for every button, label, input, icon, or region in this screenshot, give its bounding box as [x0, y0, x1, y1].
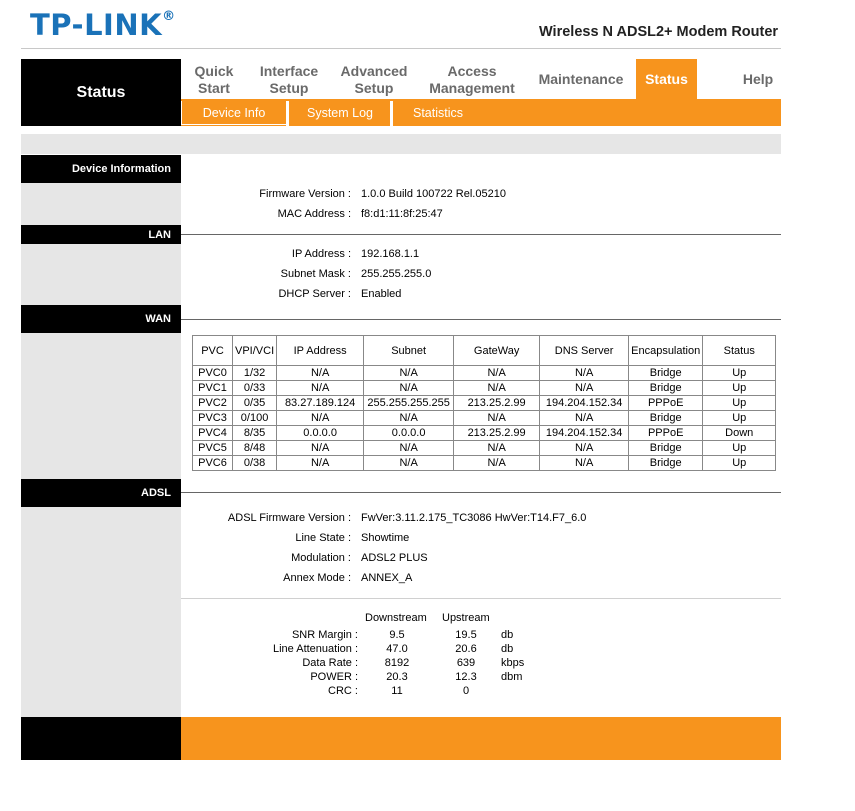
cell: 0/100: [233, 411, 277, 426]
cell: PVC5: [193, 441, 233, 456]
dhcp-value: Enabled: [361, 288, 402, 300]
snr-label: SNR Margin :: [291, 629, 358, 641]
cell: PVC3: [193, 411, 233, 426]
cell: 194.204.152.34: [540, 426, 629, 441]
cell: N/A: [277, 381, 364, 396]
product-name: Wireless N ADSL2+ Modem Router: [539, 24, 779, 40]
subnav-statistics[interactable]: Statistics: [412, 105, 463, 120]
attenuation-label: Line Attenuation :: [272, 643, 358, 655]
line-state-value: Showtime: [361, 532, 410, 544]
annex-label: Annex Mode :: [283, 572, 351, 584]
annex-value: ANNEX_A: [361, 572, 413, 584]
cell: PPPoE: [629, 396, 703, 411]
snr-unit: db: [501, 629, 514, 641]
cell: N/A: [364, 441, 454, 456]
cell: Down: [703, 426, 776, 441]
lan-ip-label: IP Address :: [291, 248, 351, 260]
cell: PVC6: [193, 456, 233, 471]
cell: 0.0.0.0: [277, 426, 364, 441]
cell: N/A: [454, 456, 540, 471]
cell: 194.204.152.34: [540, 396, 629, 411]
cell: N/A: [454, 441, 540, 456]
cell: Up: [703, 441, 776, 456]
power-label: POWER :: [310, 671, 358, 683]
modulation-label: Modulation :: [291, 552, 351, 564]
firmware-label: Firmware Version :: [259, 188, 351, 200]
subnav-device-info[interactable]: Device Info: [181, 101, 287, 125]
section-device-information: Device Information: [21, 155, 181, 183]
column-header: Encapsulation: [629, 336, 703, 366]
cell: Bridge: [629, 456, 703, 471]
cell: Bridge: [629, 411, 703, 426]
cell: 0/33: [233, 381, 277, 396]
cell: N/A: [364, 366, 454, 381]
crc-down: 11: [391, 685, 403, 697]
cell: Up: [703, 456, 776, 471]
cell: 8/48: [233, 441, 277, 456]
cell: PVC4: [193, 426, 233, 441]
cell: 213.25.2.99: [454, 426, 540, 441]
nav-help[interactable]: Help: [742, 71, 774, 87]
cell: 0.0.0.0: [364, 426, 454, 441]
nav-quick-start[interactable]: Quick Start: [194, 63, 234, 96]
cell: 0/35: [233, 396, 277, 411]
table-row: [193, 366, 776, 381]
cell: 255.255.255.255: [364, 396, 454, 411]
footer-bar: [181, 717, 781, 760]
table-row: [193, 426, 776, 441]
crc-up: 0: [462, 685, 470, 697]
lan-mask-label: Subnet Mask :: [280, 268, 351, 280]
table-row: [193, 396, 776, 411]
cell: N/A: [277, 366, 364, 381]
column-header: Status: [703, 336, 776, 366]
section-rule: [181, 234, 781, 235]
cell: N/A: [277, 411, 364, 426]
data-rate-down: 8192: [384, 657, 410, 669]
section-rule: [181, 492, 781, 493]
cell: N/A: [540, 366, 629, 381]
line-state-label: Line State :: [295, 532, 351, 544]
firmware-value: 1.0.0 Build 100722 Rel.05210: [361, 188, 506, 200]
section-rule: [181, 319, 781, 320]
cell: Up: [703, 396, 776, 411]
table-row: [193, 411, 776, 426]
column-header: PVC: [193, 336, 233, 366]
nav-maintenance[interactable]: Maintenance: [538, 71, 624, 87]
downstream-header: Downstream: [365, 612, 427, 624]
cell: N/A: [364, 456, 454, 471]
data-rate-up: 639: [456, 657, 476, 669]
cell: 83.27.189.124: [277, 396, 364, 411]
column-header: Subnet: [364, 336, 454, 366]
column-header: VPI/VCI: [233, 336, 277, 366]
lan-ip-value: 192.168.1.1: [361, 248, 420, 260]
cell: PVC2: [193, 396, 233, 411]
cell: 1/32: [233, 366, 277, 381]
cell: N/A: [454, 366, 540, 381]
column-header: GateWay: [454, 336, 540, 366]
cell: N/A: [540, 456, 629, 471]
cell: Up: [703, 381, 776, 396]
cell: 8/35: [233, 426, 277, 441]
adsl-divider: [181, 598, 781, 599]
attenuation-up: 20.6: [455, 643, 477, 655]
cell: N/A: [364, 411, 454, 426]
adsl-firmware-value: FwVer:3.11.2.175_TC3086 HwVer:T14.F7_6.0: [361, 512, 587, 524]
cell: Up: [703, 411, 776, 426]
upstream-header: Upstream: [442, 612, 490, 624]
cell: PVC1: [193, 381, 233, 396]
data-rate-label: Data Rate :: [302, 657, 358, 669]
column-header: IP Address: [277, 336, 364, 366]
tp-link-logo: TP-LINK®: [30, 8, 176, 42]
header-divider: [21, 48, 781, 49]
power-up: 12.3: [455, 671, 477, 683]
table-row: [193, 441, 776, 456]
table-header-row: [193, 336, 776, 366]
mac-value: f8:d1:11:8f:25:47: [361, 208, 443, 220]
wan-table: [192, 335, 776, 471]
cell: N/A: [364, 381, 454, 396]
nav-advanced-setup[interactable]: Advanced Setup: [340, 63, 408, 96]
section-adsl: ADSL: [21, 479, 181, 507]
dhcp-label: DHCP Server :: [278, 288, 351, 300]
nav-access-management[interactable]: Access Management: [429, 63, 515, 96]
cell: 213.25.2.99: [454, 396, 540, 411]
content-top-band: [21, 134, 781, 154]
cell: Bridge: [629, 381, 703, 396]
crc-label: CRC :: [328, 685, 358, 697]
section-wan: WAN: [21, 305, 181, 333]
table-row: [193, 381, 776, 396]
cell: Bridge: [629, 366, 703, 381]
lan-mask-value: 255.255.255.0: [361, 268, 432, 280]
cell: N/A: [540, 411, 629, 426]
column-header: DNS Server: [540, 336, 629, 366]
modulation-value: ADSL2 PLUS: [361, 552, 428, 564]
mac-label: MAC Address :: [277, 208, 351, 220]
current-section-title: Status: [21, 59, 181, 126]
data-rate-unit: kbps: [501, 657, 525, 669]
left-panel: [21, 333, 181, 480]
subnav-system-log[interactable]: System Log: [306, 105, 373, 120]
cell: PVC0: [193, 366, 233, 381]
attenuation-unit: db: [501, 643, 514, 655]
cell: N/A: [277, 441, 364, 456]
adsl-firmware-label: ADSL Firmware Version :: [227, 512, 351, 524]
cell: N/A: [277, 456, 364, 471]
snr-down: 9.5: [389, 629, 405, 641]
table-row: [193, 456, 776, 471]
cell: 0/38: [233, 456, 277, 471]
cell: Bridge: [629, 441, 703, 456]
cell: PPPoE: [629, 426, 703, 441]
nav-status[interactable]: Status: [636, 59, 697, 99]
section-lan: LAN: [21, 225, 181, 244]
snr-up: 19.5: [455, 629, 477, 641]
footer-left: [21, 717, 181, 760]
cell: N/A: [454, 381, 540, 396]
power-down: 20.3: [386, 671, 408, 683]
subnav-separator: [390, 101, 393, 126]
nav-interface-setup[interactable]: Interface Setup: [259, 63, 319, 96]
cell: N/A: [540, 441, 629, 456]
subnav-separator: [286, 101, 289, 126]
power-unit: dbm: [501, 671, 523, 683]
cell: Up: [703, 366, 776, 381]
cell: N/A: [454, 411, 540, 426]
cell: N/A: [540, 381, 629, 396]
attenuation-down: 47.0: [386, 643, 408, 655]
